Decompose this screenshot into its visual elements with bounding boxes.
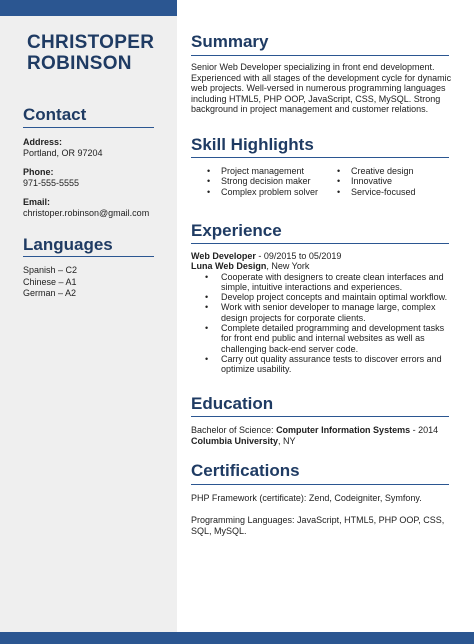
company-name: Luna Web Design [191,261,267,272]
languages-list [23,265,77,300]
skill-item: • Creative design [335,166,445,176]
job-dates: - 09/2015 to 05/2019 [255,251,342,261]
contact-heading: Contact [23,105,87,124]
phone-field [23,167,79,189]
education-heading: Education [191,394,274,413]
top-accent-bar [0,0,177,16]
language-item: Chinese – A1 [23,276,77,287]
summary-text: Senior Web Developer specializing in front end development. Experienced with all stages of the development cycle for dynamic web projects. Well-versed in numerous programming languages including HTML5, PHP OOP, JavaScript, CSS, MySQL. Strong background in project management and customer relations. [191,62,452,115]
experience-bullet: • Carry out quality assurance tests to discover errors and optimize usability. [191,354,453,375]
languages-heading: Languages [23,235,113,254]
experience-divider [191,243,449,244]
degree-prefix: Bachelor of Science: [191,425,277,435]
skills-list [205,166,445,197]
languages-divider [23,256,154,257]
experience-bullet: • Work with senior developer to manage large, complex design projects for corporate clients. [191,302,453,323]
contact-divider [23,127,154,128]
address-value: Portland, OR 97204 [23,148,103,158]
certification-item: Programming Languages: JavaScript, HTML5, PHP OOP, CSS, SQL, MySQL. [191,515,445,536]
school-name: Columbia University [191,435,279,446]
experience-bullets [191,272,453,375]
education-divider [191,416,449,417]
certification-item: PHP Framework (certificate): Zend, Codeigniter, Symfony. [191,493,422,503]
job-title-line [191,251,453,261]
school-location: , NY [278,435,296,446]
skill-item: • Strong decision maker [205,176,335,186]
skills-column-2 [335,166,445,197]
degree-line [191,425,453,436]
last-name: ROBINSON [27,53,132,74]
skill-item: • Innovative [335,176,445,186]
first-name: CHRISTOPER [27,32,155,53]
degree-field: Computer Information Systems [276,425,411,435]
company-line [191,261,453,271]
skills-heading: Skill Highlights [191,135,314,154]
certifications-divider [191,484,449,485]
certifications-heading: Certifications [191,461,300,480]
skill-item: • Project management [205,166,335,176]
experience-bullet: • Complete detailed programming and development tasks for front end public and internal websites as well as challenging back-end server code. [191,323,453,354]
education-entry [191,425,453,446]
email-value: christoper.robinson@gmail.com [23,208,150,218]
skills-divider [191,157,449,158]
language-item: German – A2 [23,288,77,298]
experience-bullet: • Develop project concepts and maintain optimal workflow. [191,292,453,302]
language-item: Spanish – C2 [23,265,78,275]
company-location: , New York [266,261,310,272]
school-line [191,436,453,447]
experience-bullet: • Cooperate with designers to create clean interfaces and simple, intuitive interactions and experiences. [191,272,453,293]
address-field [23,137,103,159]
experience-heading: Experience [191,221,282,240]
phone-value: 971-555-5555 [23,178,80,188]
candidate-name [27,32,154,74]
bottom-accent-bar [0,632,474,644]
phone-label: Phone: [23,167,54,177]
address-label: Address: [23,137,63,147]
skills-column-1 [205,166,335,197]
skill-item: • Service-focused [335,187,445,197]
degree-year: - 2014 [410,425,439,435]
email-field [23,197,149,219]
job-title: Web Developer [191,251,256,261]
summary-divider [191,55,449,56]
experience-entry [191,251,453,375]
email-label: Email: [23,197,51,207]
skill-item: • Complex problem solver [205,187,335,197]
summary-heading: Summary [191,32,269,51]
